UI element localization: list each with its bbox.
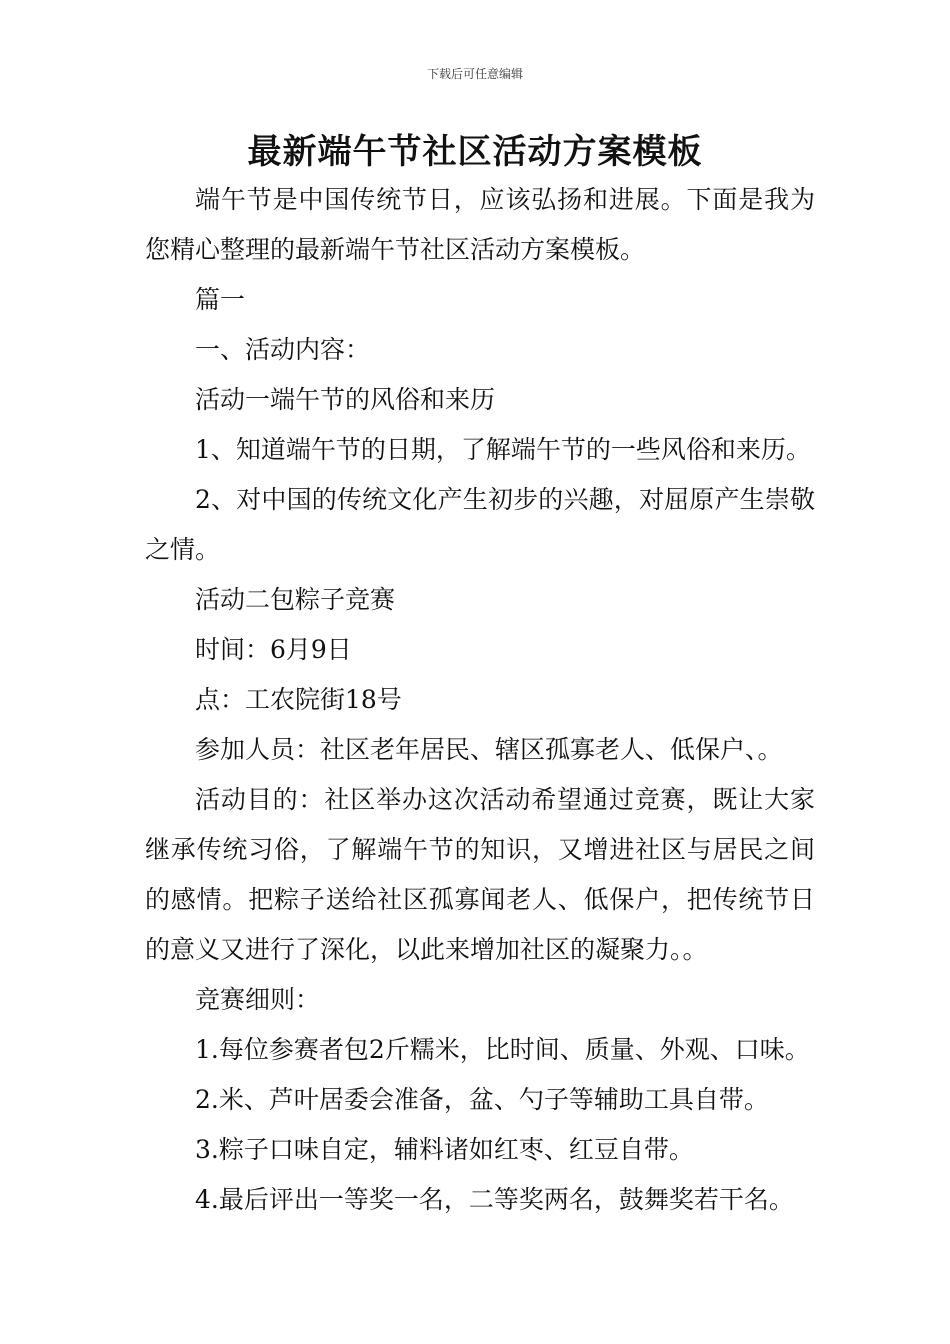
contest-rule-2: 2.米、芦叶居委会准备，盆、勺子等辅助工具自带。	[195, 1085, 769, 1114]
contest-rule-3: 3.粽子口味自定，辅料诸如红枣、红豆自带。	[195, 1135, 694, 1164]
subsection-heading: 一、活动内容：	[195, 335, 371, 364]
activity-time: 时间：6月9日	[195, 635, 352, 664]
document-body	[145, 175, 815, 1225]
activity-two-title: 活动二包粽子竞赛	[195, 585, 396, 614]
document-title: 最新端午节社区活动方案模板	[247, 132, 703, 172]
contest-rules-heading: 竞赛细则：	[195, 985, 321, 1014]
activity-one-title: 活动一端午节的风俗和来历	[195, 385, 496, 414]
activity-purpose: 活动目的：社区举办这次活动希望通过竞赛，既让大家继承传统习俗，了解端午节的知识，又增进社区与居民之间的感情。把粽子送给社区孤寡闻老人、低保户，把传统节日的意义又进行了深化，以此来增加社区的凝聚力。。	[145, 785, 815, 964]
contest-rule-1: 1.每位参赛者包2斤糯米，比时间、质量、外观、口味。	[195, 1035, 810, 1064]
activity-one-goal-2: 2、对中国的传统文化产生初步的兴趣，对屈原产生崇敬之情。	[145, 485, 815, 564]
contest-rule-4: 4.最后评出一等奖一名，二等奖两名，鼓舞奖若干名。	[195, 1185, 794, 1214]
activity-one-goal-1: 1、知道端午节的日期，了解端午节的一些风俗和来历。	[195, 435, 811, 464]
page-header-note: 下载后可任意编辑	[426, 67, 523, 81]
intro-paragraph: 端午节是中国传统节日，应该弘扬和进展。下面是我为您精心整理的最新端午节社区活动方案模板。	[145, 185, 815, 264]
section-heading: 篇一	[195, 285, 246, 314]
activity-participants: 参加人员：社区老年居民、辖区孤寡老人、低保户、。	[195, 735, 783, 764]
activity-location: 点：工农院街18号	[195, 685, 402, 714]
